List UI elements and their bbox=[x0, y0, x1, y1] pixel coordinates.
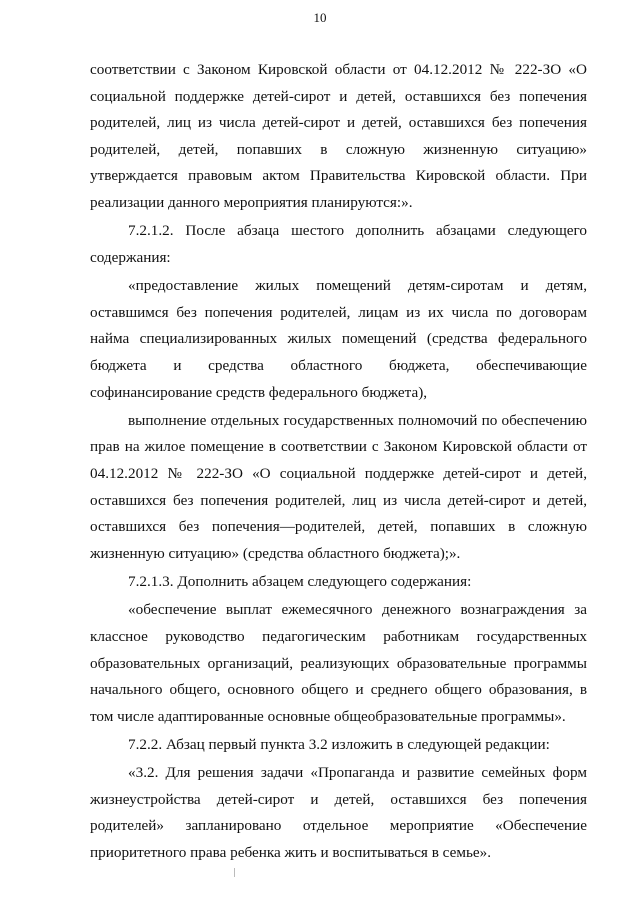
paragraph-7-2-1-3: 7.2.1.3. Дополнить абзацем следующего содержания: bbox=[128, 573, 472, 591]
document-body bbox=[90, 57, 587, 868]
paragraph-class-teacher-payments: «обеспечение выплат ежемесячного денежного вознаграждения за классное руководство педагогическим работникам государственных образовательных организаций, реализующих образовательные программы начального общего, основного общего и среднего общего образования, в том числе адаптированные основные общеобразовательные программы». bbox=[90, 601, 587, 725]
paragraph-7-2-1-2: 7.2.1.2. После абзаца шестого дополнить абзацами следующего содержания: bbox=[90, 222, 587, 266]
paragraph-continuation: соответствии с Законом Кировской области от 04.12.2012 № 222-ЗО «О социальной поддержке детей-сирот и детей, оставшихся без попечения родителей, лиц из числа детей-сирот и детей, оставшихся без попечения родителей, детей, попавших в сложную жизненную ситуацию» утверждается правовым актом Правительства Кировской области. При реализации данного мероприятия планируются:». bbox=[90, 61, 587, 211]
scan-mark bbox=[234, 868, 235, 877]
paragraph-housing-provision: «предоставление жилых помещений детям-сиротам и детям, оставшимся без попечения родителей, лицам из их числа по договорам найма специализированных жилых помещений (средства федерального бюджета и средства областного бюджета, обеспечивающие софинансирование средств федерального бюджета), bbox=[90, 277, 587, 401]
paragraph-3-2: «3.2. Для решения задачи «Пропаганда и развитие семейных форм жизнеустройства детей-сирот и детей, оставшихся без попечения родителей» запланировано отдельное мероприятие «Обеспечение приоритетного права ребенка жить и воспитываться в семье». bbox=[90, 764, 587, 862]
paragraph-state-powers: выполнение отдельных государственных полномочий по обеспечению прав на жилое помещение в соответствии с Законом Кировской области от 04.12.2012 № 222-ЗО «О социальной поддержке детей-сирот и детей, оставшихся без попечения родителей, лиц из числа детей-сирот и детей, оставшихся без попечения—родителей, детей, попавших в сложную жизненную ситуацию» (средства областного бюджета);». bbox=[90, 411, 587, 562]
paragraph-7-2-2: 7.2.2. Абзац первый пункта 3.2 изложить в следующей редакции: bbox=[128, 735, 550, 753]
page-number: 10 bbox=[313, 10, 327, 25]
